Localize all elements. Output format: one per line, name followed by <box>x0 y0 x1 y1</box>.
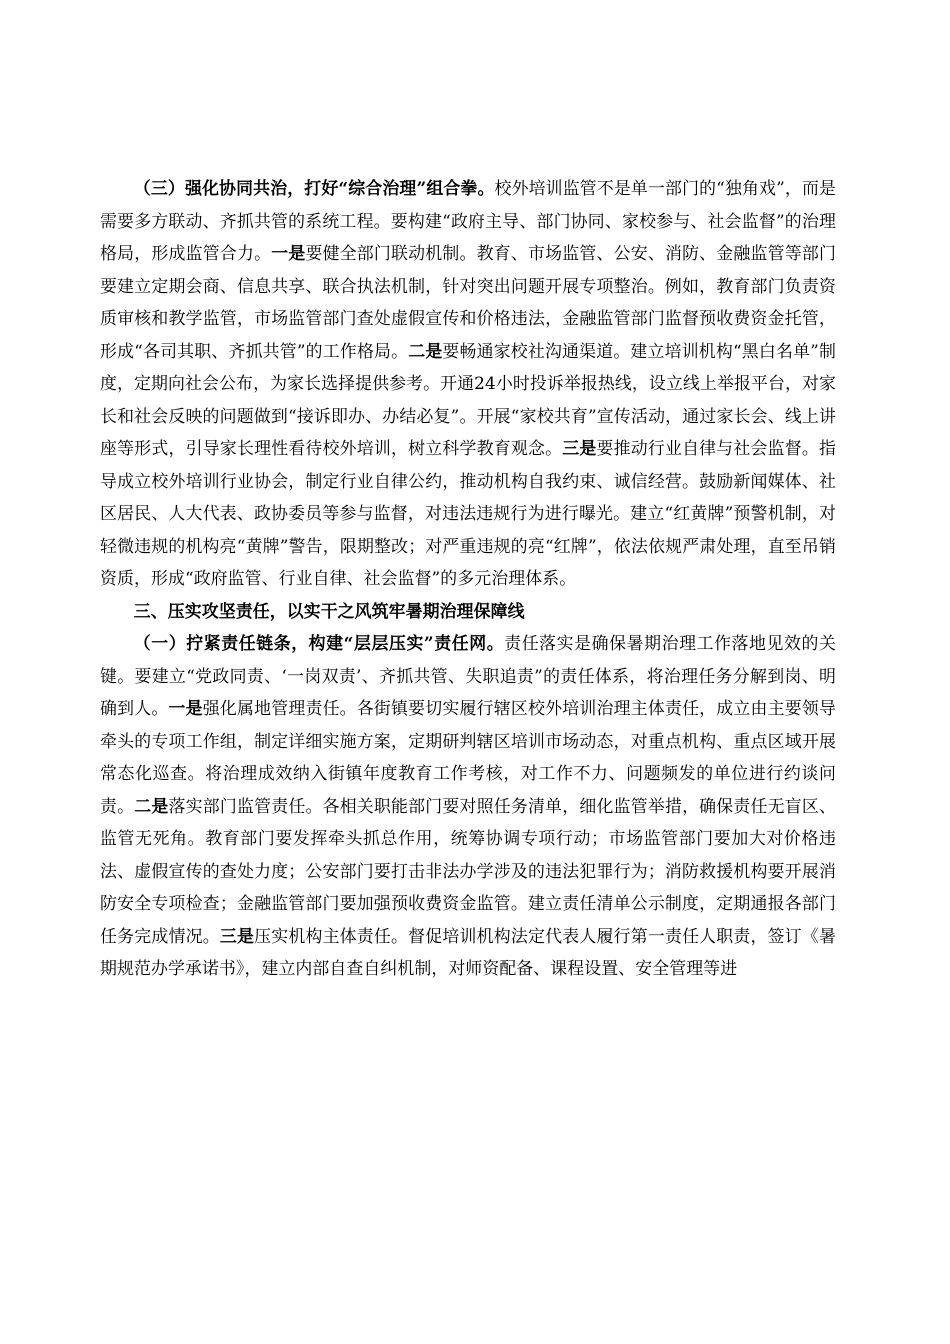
paragraph-text: 要健全部门联动机制。教育、市场监管、公安、消防、金融监管等部门要建立定期会商、信息共享、联合执法机制，针对突出问题开展专项整治。例如，教育部门负责资质审核和教学监管，市场监管部门查处虚假宣传和价格违法，金融监管部门监督预收费资金托管，形成“各司其职、齐抓共管”的工作格局。 <box>100 243 837 361</box>
paragraph-comprehensive-governance <box>100 172 836 595</box>
document-body <box>100 172 836 985</box>
paragraph-text: 责任落实是确保暑期治理工作落地见效的关键。要建立“党政同责、‘一岗双责’、齐抓共管、失职追责”的责任体系，将治理任务分解到岗、明确到人。 <box>100 633 836 718</box>
paragraph-responsibility-chain <box>100 627 836 985</box>
paragraph-text: 要推动行业自律与社会监督。指导成立校外培训行业协会，制定行业自律公约，推动机构自我约束、诚信经营。鼓励新闻媒体、社区居民、人大代表、政协委员等参与监督，对违法违规行为进行曝光。建立“红黄牌”预警机制，对轻微违规的机构亮“黄牌”警告，限期整改；对严重违规的亮“红牌”，依法依规严肃处理，直至吊销资质，形成“政府监管、行业自律、社会监督”的多元治理体系。 <box>100 438 837 588</box>
keyword-second: 二是 <box>134 795 169 816</box>
paragraph-text: 落实部门监管责任。各相关职能部门要对照任务清单，细化监管举措，确保责任无盲区、监管无死角。教育部门要发挥牵头抓总作用，统筹协调专项行动；市场监管部门要加大对价格违法、虚假宣传的查处力度；公安部门要打击非法办学涉及的违法犯罪行为；消防救援机构要开展消防安全专项检查；金融监管部门要加强预收费资金监管。建立责任清单公示制度，定期通报各部门任务完成情况。 <box>100 795 837 946</box>
section-heading-3: 三、压实攻坚责任，以实干之风筑牢暑期治理保障线 <box>133 600 525 621</box>
keyword-first: 一是 <box>271 243 306 263</box>
keyword-third: 三是 <box>219 925 255 946</box>
paragraph-lead-heading: （三）强化协同共治，打好“综合治理”组合拳。 <box>133 178 495 198</box>
paragraph-text: 压实机构主体责任。督促培训机构法定代表人履行第一责任人职责，签订《暑期规范办学承诺书》，建立内部自查自纠机制，对师资配备、课程设置、安全管理等进 <box>100 925 837 978</box>
paragraph-text: 要畅通家校社沟通渠道。建立培训机构“黑白名单”制度，定期向社会公布，为家长选择提供参考。开通24小时投诉举报热线，设立线上举报平台，对家长和社会反映的问题做到“接诉即办、办结必复”。开展“家校共育”宣传活动，通过家长会、线上讲座等形式，引导家长理性看待校外培训，树立科学教育观念。 <box>100 340 837 458</box>
keyword-second: 二是 <box>408 340 443 361</box>
paragraph-text: 强化属地管理责任。各街镇要切实履行辖区校外培训治理主体责任，成立由主要领导牵头的专项工作组，制定详细实施方案，定期研判辖区培训市场动态，对重点机构、重点区域开展常态化巡查。将治理成效纳入街镇年度教育工作考核，对工作不力、问题频发的单位进行约谈问责。 <box>100 698 837 816</box>
keyword-third: 三是 <box>562 438 597 458</box>
keyword-first: 一是 <box>168 698 203 718</box>
paragraph-text: 校外培训监管不是单一部门的“独角戏”，而是需要多方联动、齐抓共管的系统工程。要构建“政府主导、部门协同、家校参与、社会监督”的治理格局，形成监管合力。 <box>100 178 836 263</box>
paragraph-lead-heading: （一）拧紧责任链条，构建“层层压实”责任网。 <box>133 633 505 653</box>
